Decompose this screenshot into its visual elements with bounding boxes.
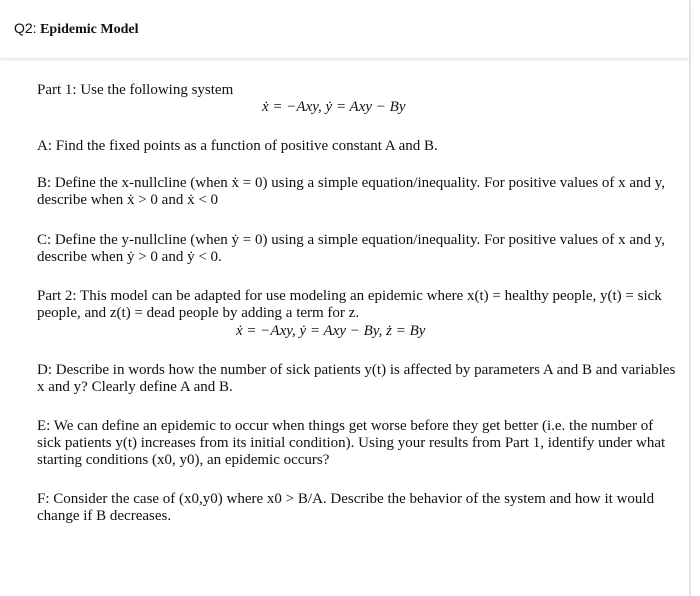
part1-intro: Part 1: Use the following system xyxy=(37,82,234,98)
right-divider xyxy=(689,0,691,596)
question-a: A: Find the fixed points as a function of positive constant A and B. xyxy=(37,138,438,154)
part2-equation: ẋ = −Axy, ẏ = Axy − By, ż = By xyxy=(236,323,426,339)
question-name: Epidemic Model xyxy=(40,22,139,37)
question-title xyxy=(14,20,138,38)
question-b: B: Define the x-nullcline (when ẋ = 0) using a simple equation/inequality. For positive values of x and y, describe when ẋ > 0 and ẋ < 0 xyxy=(37,175,666,208)
question-f: F: Consider the case of (x0,y0) where x0 > B/A. Describe the behavior of the system and how it would change if B decreases. xyxy=(37,491,655,524)
question-c: C: Define the y-nullcline (when ẏ = 0) using a simple equation/inequality. For positive values of x and y, describe when ẏ > 0 and ẏ < 0. xyxy=(37,232,666,265)
part1-equation: ẋ = −Axy, ẏ = Axy − By xyxy=(262,99,406,115)
question-header xyxy=(0,0,690,58)
part2-intro: Part 2: This model can be adapted for use modeling an epidemic where x(t) = healthy people, y(t) = sick people, and z(t) = dead people by adding a term for z. xyxy=(37,288,662,321)
question-label: Q2: xyxy=(14,20,37,36)
question-e: E: We can define an epidemic to occur when things get worse before they get better (i.e. the number of sick patients y(t) increases from its initial condition). Using your results from Part 1, identify under what starting conditions (x0, y0), an epidemic occurs? xyxy=(37,418,666,468)
question-d: D: Describe in words how the number of sick patients y(t) is affected by parameters A and B and variables x and y? Clearly define A and B. xyxy=(37,362,676,395)
